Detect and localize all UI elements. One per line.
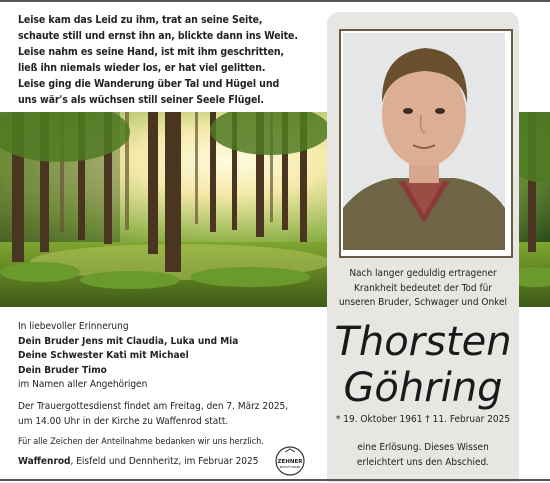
- bottom-border: [0, 479, 550, 481]
- place-date: [18, 455, 278, 469]
- outro-line: erleichtert uns den Abschied.: [356, 456, 490, 468]
- intro-line: Krankheit bedeutet der Tod für: [353, 282, 493, 294]
- poem: [18, 12, 318, 108]
- poem-line: ließ ihn niemals wieder los, er hat viel gelitten.: [18, 62, 266, 74]
- service-line: um 14.00 Uhr in der Kirche zu Waffenrod statt.: [18, 415, 229, 427]
- place-name: Waffenrod: [18, 456, 71, 467]
- poem-line: Leise nahm es seine Hand, ist mit ihm geschritten,: [18, 46, 285, 58]
- poem-line: uns wär's als wüchsen still seiner Seele Flügel.: [18, 94, 264, 106]
- poem-line: schaute still und ernst ihn an, blickte dann ins Weite.: [18, 30, 298, 42]
- portrait-photo: [343, 33, 505, 250]
- logo-name: ZEHNER: [277, 459, 303, 465]
- mourner-line: Dein Bruder Timo: [18, 364, 107, 376]
- intro-line: Nach langer geduldig ertragener: [349, 268, 497, 279]
- top-border: [0, 0, 550, 2]
- place-rest: , Eisfeld und Dennheritz, im Februar 2025: [70, 456, 259, 467]
- deceased-last-name: Göhring: [343, 365, 503, 411]
- mourner-line: Deine Schwester Kati mit Michael: [18, 350, 189, 361]
- funeral-home-logo-icon: [274, 446, 306, 476]
- mourners-lead: In liebevoller Erinnerung: [18, 321, 129, 332]
- service-info: [18, 400, 318, 429]
- mourners-list: [18, 320, 318, 393]
- logo-sub: BESTATTUNGEN: [279, 466, 301, 469]
- deceased-first-name: Thorsten: [334, 319, 512, 365]
- mourner-line: Dein Bruder Jens mit Claudia, Luka und Mia: [18, 335, 239, 347]
- poem-line: Leise kam das Leid zu ihm, trat an seine Seite,: [18, 14, 263, 26]
- mourners-all: im Namen aller Angehörigen: [18, 379, 148, 390]
- service-line: Der Trauergottesdienst findet am Freitag, den 7. März 2025,: [18, 401, 289, 412]
- outro-line: eine Erlösung. Dieses Wissen: [357, 442, 489, 453]
- poem-line: Leise ging die Wanderung über Tal und Hügel und: [18, 78, 280, 90]
- thanks-text: Für alle Zeichen der Anteilnahme bedanken wir uns herzlich.: [18, 437, 264, 447]
- life-dates: * 19. Oktober 1961 † 11. Februar 2025: [335, 414, 511, 425]
- intro-line: unseren Bruder, Schwager und Onkel: [338, 297, 508, 308]
- outro-text: [328, 441, 518, 470]
- intro-text: [328, 267, 518, 311]
